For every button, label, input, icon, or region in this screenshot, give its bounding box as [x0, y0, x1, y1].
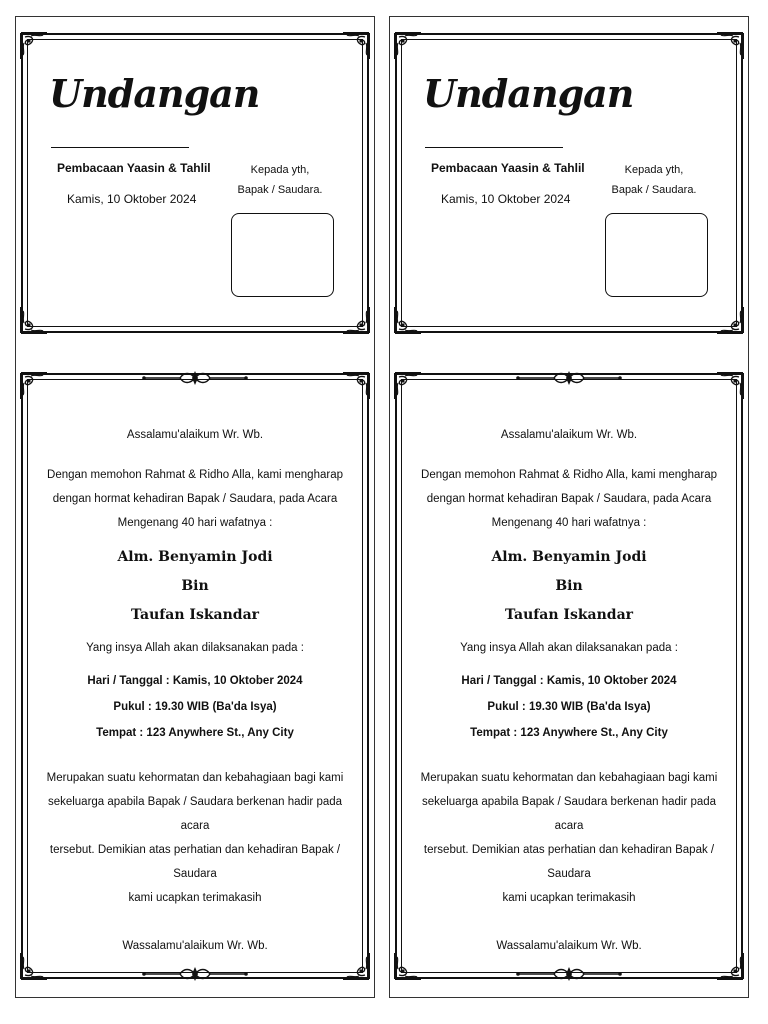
intro-paragraph — [43, 463, 347, 535]
bin-label: Bin — [181, 578, 209, 594]
bin-label: Bin — [555, 578, 583, 594]
invitation-title: Undangan — [49, 71, 260, 116]
corner-ornament-icon — [341, 31, 371, 61]
intro-line: dengan hormat kehadiran Bapak / Saudara, pada Acara — [426, 493, 712, 505]
corner-ornament-icon — [393, 305, 423, 335]
detail-day-date: Hari / Tanggal : Kamis, 10 Oktober 2024 — [461, 675, 677, 687]
closing-paragraph — [43, 766, 347, 910]
intro-paragraph — [417, 463, 721, 535]
corner-ornament-icon — [393, 31, 423, 61]
father-name: Taufan Iskandar — [504, 607, 634, 623]
closing-paragraph — [417, 766, 721, 910]
intro-line: Mengenang 40 hari wafatnya : — [491, 517, 647, 529]
intro-line: Dengan memohon Rahmat & Ridho Alla, kami mengharap — [47, 469, 343, 481]
letter-card — [395, 373, 743, 979]
title-underline — [425, 147, 563, 148]
closing-line: tersebut. Demikian atas perhatian dan kehadiran Bapak / Saudara — [423, 844, 715, 880]
invitation-sheet-right — [389, 16, 749, 998]
intro-line: dengan hormat kehadiran Bapak / Saudara, pada Acara — [52, 493, 338, 505]
deceased-name: Alm. Benyamin Jodi — [491, 549, 647, 565]
corner-ornament-icon — [341, 305, 371, 335]
center-ornament-icon — [140, 369, 250, 387]
corner-ornament-icon — [715, 371, 745, 401]
event-subtitle: Pembacaan Yaasin & Tahlil — [57, 161, 211, 175]
letter-body — [417, 423, 721, 958]
detail-place: Tempat : 123 Anywhere St., Any City — [96, 727, 294, 739]
father-name: Taufan Iskandar — [130, 607, 260, 623]
event-subtitle: Pembacaan Yaasin & Tahlil — [431, 161, 585, 175]
pre-details-text: Yang insya Allah akan dilaksanakan pada : — [86, 642, 304, 654]
cover-card — [395, 33, 743, 333]
invitation-title: Undangan — [423, 71, 634, 116]
corner-ornament-icon — [19, 305, 49, 335]
deceased-name: Alm. Benyamin Jodi — [117, 549, 273, 565]
invitation-sheet-left — [15, 16, 375, 998]
corner-ornament-icon — [715, 31, 745, 61]
title-underline — [51, 147, 189, 148]
detail-day-date: Hari / Tanggal : Kamis, 10 Oktober 2024 — [87, 675, 303, 687]
recipient-name-box — [605, 213, 708, 297]
closing-line: sekeluarga apabila Bapak / Saudara berkenan hadir pada acara — [47, 796, 343, 832]
closing-line: Merupakan suatu kehormatan dan kebahagiaan bagi kami — [420, 772, 718, 784]
event-details — [417, 668, 721, 746]
recipient-name: Bapak / Saudara. — [237, 184, 323, 196]
closing-line: kami ucapkan terimakasih — [502, 892, 636, 904]
farewell: Wassalamu'alaikum Wr. Wb. — [496, 940, 642, 952]
deceased-names — [417, 543, 721, 630]
recipient-label: Kepada yth, — [250, 164, 310, 176]
closing-line: sekeluarga apabila Bapak / Saudara berkenan hadir pada acara — [421, 796, 717, 832]
letter-body — [43, 423, 347, 958]
corner-ornament-icon — [393, 371, 423, 401]
greeting: Assalamu'alaikum Wr. Wb. — [126, 429, 264, 441]
recipient-name: Bapak / Saudara. — [611, 184, 697, 196]
recipient-name-box — [231, 213, 334, 297]
letter-card — [21, 373, 369, 979]
farewell: Wassalamu'alaikum Wr. Wb. — [122, 940, 268, 952]
closing-line: Merupakan suatu kehormatan dan kebahagiaan bagi kami — [46, 772, 344, 784]
greeting: Assalamu'alaikum Wr. Wb. — [500, 429, 638, 441]
recipient-label: Kepada yth, — [624, 164, 684, 176]
corner-ornament-icon — [341, 371, 371, 401]
cover-card — [21, 33, 369, 333]
detail-time: Pukul : 19.30 WIB (Ba'da Isya) — [113, 701, 277, 713]
detail-time: Pukul : 19.30 WIB (Ba'da Isya) — [487, 701, 651, 713]
center-ornament-icon — [140, 965, 250, 983]
corner-ornament-icon — [19, 31, 49, 61]
pre-details-text: Yang insya Allah akan dilaksanakan pada : — [460, 642, 678, 654]
event-date: Kamis, 10 Oktober 2024 — [441, 192, 571, 206]
event-date: Kamis, 10 Oktober 2024 — [67, 192, 197, 206]
deceased-names — [43, 543, 347, 630]
closing-line: kami ucapkan terimakasih — [128, 892, 262, 904]
detail-place: Tempat : 123 Anywhere St., Any City — [470, 727, 668, 739]
center-ornament-icon — [514, 965, 624, 983]
intro-line: Mengenang 40 hari wafatnya : — [117, 517, 273, 529]
closing-line: tersebut. Demikian atas perhatian dan kehadiran Bapak / Saudara — [49, 844, 341, 880]
corner-ornament-icon — [715, 305, 745, 335]
intro-line: Dengan memohon Rahmat & Ridho Alla, kami mengharap — [421, 469, 717, 481]
center-ornament-icon — [514, 369, 624, 387]
corner-ornament-icon — [19, 371, 49, 401]
event-details — [43, 668, 347, 746]
